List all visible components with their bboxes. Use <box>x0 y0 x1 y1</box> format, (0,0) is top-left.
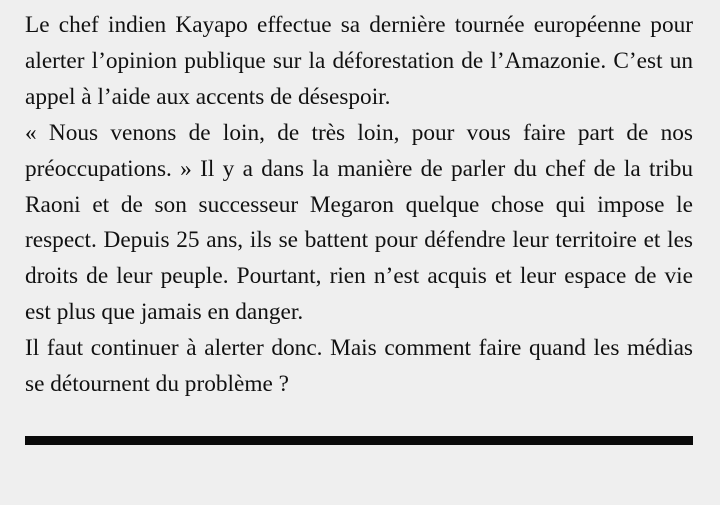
article-body <box>25 8 693 403</box>
paragraph-conclusion: Il faut continuer à alerter donc. Mais comment faire quand les médias se détournent du problème ? <box>25 335 693 398</box>
paragraph-quote: « Nous venons de loin, de très loin, pour vous faire part de nos préoccupations. » Il y a dans la manière de parler du chef de la tribu Raoni et de son successeur Megaron quelque chose qui impose le respect. Depuis 25 ans, ils se battent pour défendre leur territoire et les droits de leur peuple. Pourtant, rien n’est acquis et leur espace de vie est plus que jamais en danger. <box>25 119 693 326</box>
paragraph-intro: Le chef indien Kayapo effectue sa dernière tournée européenne pour alerter l’opinion publique sur la déforestation de l’Amazonie. C’est un appel à l’aide aux accents de désespoir. <box>25 12 693 110</box>
horizontal-divider <box>25 436 693 445</box>
